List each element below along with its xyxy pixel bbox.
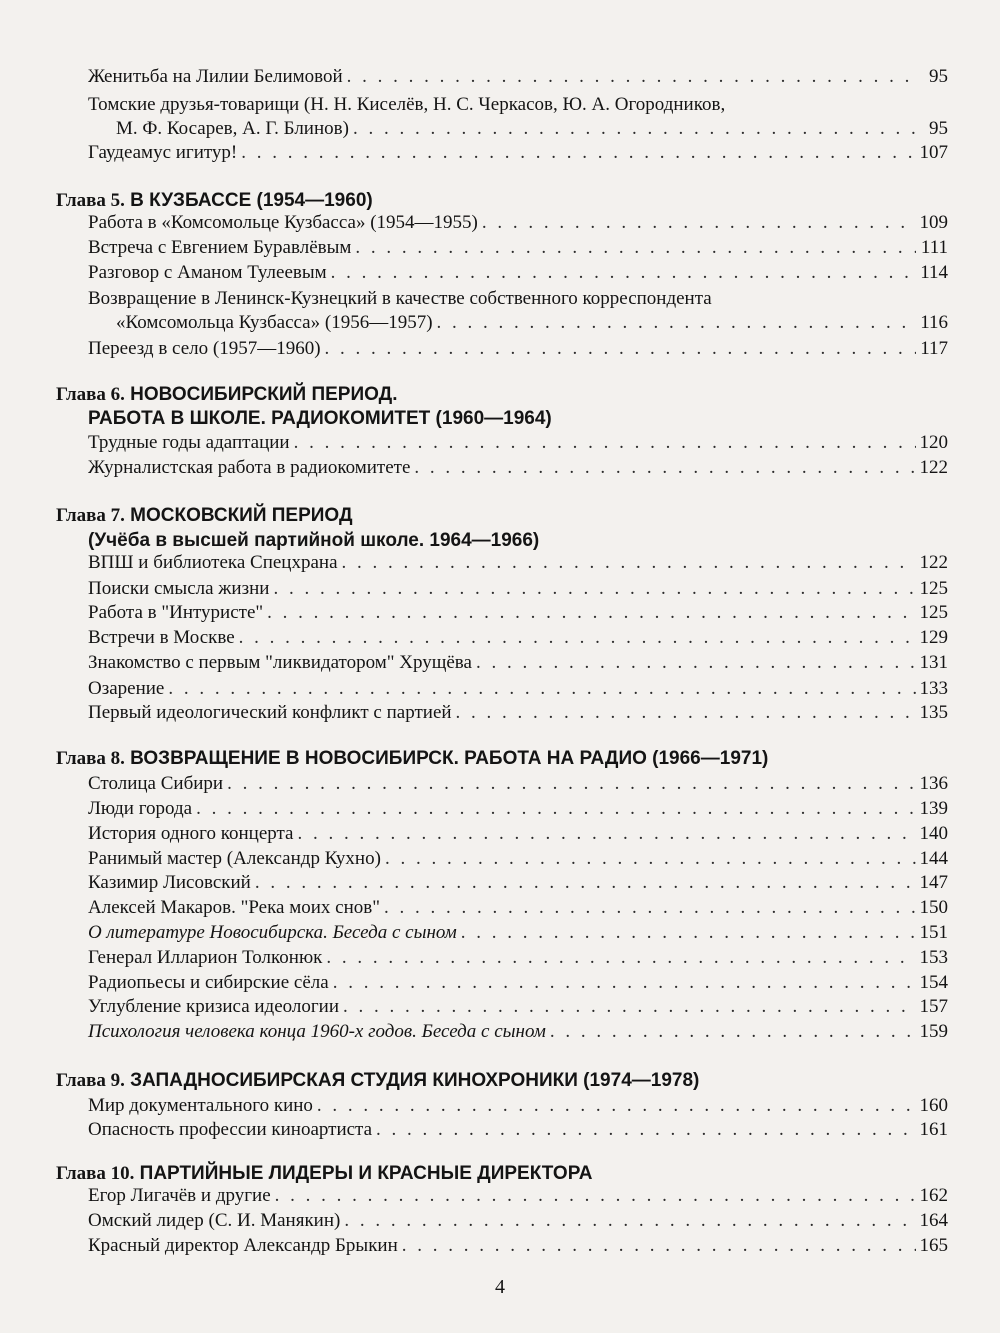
leader-dots xyxy=(241,140,915,166)
leader-dots xyxy=(294,430,916,456)
entry-page: 159 xyxy=(919,1021,948,1042)
leader-dots xyxy=(353,116,916,142)
leader-dots xyxy=(344,1208,915,1234)
leader-dots xyxy=(402,1233,916,1259)
chapter-subtitle: РАБОТА В ШКОЛЕ. РАДИОКОМИТЕТ (1960—1964) xyxy=(88,408,552,429)
leader-dots xyxy=(550,1019,916,1045)
leader-dots xyxy=(376,1117,915,1143)
entry-page: 154 xyxy=(919,972,948,993)
toc-entry xyxy=(88,600,948,626)
leader-dots xyxy=(385,846,916,872)
entry-page: 150 xyxy=(919,897,948,918)
leader-dots xyxy=(461,920,916,946)
entry-page: 111 xyxy=(920,237,948,258)
leader-dots xyxy=(343,994,915,1020)
entry-title: Работа в "Интуристе" xyxy=(88,602,264,623)
entry-page: 107 xyxy=(919,142,948,163)
entry-title: Омский лидер (С. И. Манякин) xyxy=(88,1210,341,1231)
entry-title: Разговор с Аманом Тулеевым xyxy=(88,262,327,283)
chapter-heading xyxy=(56,1070,960,1092)
toc-entry xyxy=(88,970,948,996)
entry-page: 140 xyxy=(919,823,948,844)
chapter-title: ЗАПАДНОСИБИРСКАЯ СТУДИЯ КИНОХРОНИКИ (1974—1978) xyxy=(130,1070,700,1091)
entry-page: 122 xyxy=(919,552,948,573)
toc-entry xyxy=(88,821,948,847)
entry-title: «Комсомольца Кузбасса» (1956—1957) xyxy=(116,312,433,333)
entry-title: Генерал Илларион Толконюк xyxy=(88,947,323,968)
leader-dots xyxy=(384,895,916,921)
toc-entry xyxy=(88,650,948,676)
entry-title: Алексей Макаров. "Река моих снов" xyxy=(88,897,380,918)
leader-dots xyxy=(196,796,915,822)
toc-entry xyxy=(88,895,948,921)
chapter-number: Глава 6. xyxy=(56,384,125,405)
entry-title: Первый идеологический конфликт с партией xyxy=(88,702,452,723)
entry-title: Поиски смысла жизни xyxy=(88,578,270,599)
entry-title: Опасность профессии киноартиста xyxy=(88,1119,373,1140)
entry-title: Озарение xyxy=(88,678,165,699)
entry-page: 165 xyxy=(919,1235,948,1256)
entry-title: Психология человека конца 1960-х годов. Беседа с сыном xyxy=(88,1021,546,1042)
entry-title: Томские друзья-товарищи (Н. Н. Киселёв, Н. С. Черкасов, Ю. А. Огородников, xyxy=(88,94,726,115)
entry-title: Красный директор Александр Брыкин xyxy=(88,1235,398,1256)
leader-dots xyxy=(239,625,916,651)
chapter-heading xyxy=(56,384,960,406)
entry-page: 116 xyxy=(920,312,948,333)
toc-entry xyxy=(88,676,948,702)
chapter-title: НОВОСИБИРСКИЙ ПЕРИОД. xyxy=(130,384,398,405)
toc-entry xyxy=(88,771,948,797)
entry-page: 144 xyxy=(919,848,948,869)
chapter-number: Глава 7. xyxy=(56,505,125,526)
toc-entry xyxy=(88,210,948,236)
chapter-title: ВОЗВРАЩЕНИЕ В НОВОСИБИРСК. РАБОТА НА РАДИО (1966—1971) xyxy=(130,748,769,769)
entry-page: 122 xyxy=(919,457,948,478)
toc-entry xyxy=(88,796,948,822)
entry-title: М. Ф. Косарев, А. Г. Блинов) xyxy=(116,118,349,139)
entry-title: Трудные годы адаптации xyxy=(88,432,290,453)
leader-dots xyxy=(227,771,915,797)
toc-entry-continuation xyxy=(116,116,948,142)
entry-title: Встречи в Москве xyxy=(88,627,235,648)
leader-dots xyxy=(333,970,916,996)
chapter-title: В КУЗБАССЕ (1954—1960) xyxy=(130,190,373,211)
leader-dots xyxy=(325,336,916,362)
chapter-heading xyxy=(56,748,960,770)
toc-entry xyxy=(88,430,948,456)
toc-entry xyxy=(88,920,948,946)
entry-page: 139 xyxy=(919,798,948,819)
leader-dots xyxy=(482,210,916,236)
leader-dots xyxy=(414,455,915,481)
chapter-number: Глава 10. xyxy=(56,1163,135,1184)
entry-page: 125 xyxy=(919,602,948,623)
entry-page: 157 xyxy=(919,996,948,1017)
leader-dots xyxy=(168,676,915,702)
entry-title: Столица Сибири xyxy=(88,773,224,794)
toc-entry xyxy=(88,625,948,651)
leader-dots xyxy=(342,550,916,576)
chapter-heading xyxy=(56,1163,960,1185)
leader-dots xyxy=(437,310,916,336)
toc-entry xyxy=(88,260,948,286)
leader-dots xyxy=(275,1183,916,1209)
entry-page: 131 xyxy=(919,652,948,673)
entry-title: Гаудеамус игитур! xyxy=(88,142,238,163)
entry-title: Радиопьесы и сибирские сёла xyxy=(88,972,329,993)
chapter-number: Глава 8. xyxy=(56,748,125,769)
toc-entry xyxy=(88,1019,948,1045)
toc-entry xyxy=(88,1093,948,1119)
entry-title: Женитьба на Лилии Белимовой xyxy=(88,66,343,87)
chapter-heading xyxy=(56,505,960,527)
leader-dots xyxy=(273,576,915,602)
page-number: 4 xyxy=(495,1276,505,1298)
toc-entry xyxy=(88,550,948,576)
toc-entry xyxy=(88,846,948,872)
entry-title: Казимир Лисовский xyxy=(88,872,251,893)
leader-dots xyxy=(476,650,916,676)
toc-entry xyxy=(88,1117,948,1143)
chapter-title: МОСКОВСКИЙ ПЕРИОД xyxy=(130,505,353,526)
entry-title: Переезд в село (1957—1960) xyxy=(88,338,321,359)
chapter-heading xyxy=(56,190,960,212)
entry-title: Возвращение в Ленинск-Кузнецкий в качестве собственного корреспондента xyxy=(88,288,712,309)
toc-entry xyxy=(88,92,908,118)
entry-page: 160 xyxy=(919,1095,948,1116)
toc-entry xyxy=(88,700,948,726)
entry-page: 125 xyxy=(919,578,948,599)
entry-title: Работа в «Комсомольце Кузбасса» (1954—1955) xyxy=(88,212,478,233)
entry-page: 135 xyxy=(919,702,948,723)
entry-page: 151 xyxy=(919,922,948,943)
entry-page: 133 xyxy=(919,678,948,699)
entry-page: 153 xyxy=(919,947,948,968)
entry-page: 109 xyxy=(919,212,948,233)
entry-page: 95 xyxy=(929,118,948,139)
entry-title: О литературе Новосибирска. Беседа с сыном xyxy=(88,922,457,943)
entry-title: Ранимый мастер (Александр Кухно) xyxy=(88,848,381,869)
toc-entry xyxy=(88,994,948,1020)
leader-dots xyxy=(317,1093,916,1119)
toc-entry xyxy=(88,1233,948,1259)
toc-entry xyxy=(88,140,948,166)
entry-title: Люди города xyxy=(88,798,193,819)
entry-page: 136 xyxy=(919,773,948,794)
entry-page: 114 xyxy=(920,262,948,283)
leader-dots xyxy=(456,700,916,726)
chapter-title: ПАРТИЙНЫЕ ЛИДЕРЫ И КРАСНЫЕ ДИРЕКТОРА xyxy=(139,1163,593,1184)
entry-title: Углубление кризиса идеологии xyxy=(88,996,340,1017)
entry-title: История одного концерта xyxy=(88,823,294,844)
entry-title: Встреча с Евгением Буравлёвым xyxy=(88,237,352,258)
toc-entry xyxy=(88,576,948,602)
toc-entry xyxy=(88,235,948,261)
toc-entry xyxy=(88,870,948,896)
entry-title: ВПШ и библиотека Спецхрана xyxy=(88,552,338,573)
toc-entry xyxy=(88,945,948,971)
leader-dots xyxy=(331,260,916,286)
chapter-number: Глава 5. xyxy=(56,190,125,211)
toc-entry xyxy=(88,455,948,481)
chapter-number: Глава 9. xyxy=(56,1070,125,1091)
toc-entry xyxy=(88,1208,948,1234)
entry-page: 161 xyxy=(919,1119,948,1140)
entry-title: Егор Лигачёв и другие xyxy=(88,1185,271,1206)
entry-page: 120 xyxy=(919,432,948,453)
leader-dots xyxy=(255,870,916,896)
leader-dots xyxy=(297,821,915,847)
toc-entry-continuation xyxy=(116,310,948,336)
leader-dots xyxy=(347,64,916,90)
entry-page: 164 xyxy=(919,1210,948,1231)
toc-entry xyxy=(88,64,948,90)
leader-dots xyxy=(326,945,915,971)
toc-entry xyxy=(88,336,948,362)
entry-page: 129 xyxy=(919,627,948,648)
entry-page: 162 xyxy=(919,1185,948,1206)
leader-dots xyxy=(267,600,915,626)
entry-page: 147 xyxy=(919,872,948,893)
chapter-subtitle: (Учёба в высшей партийной школе. 1964—1966) xyxy=(88,530,540,551)
leader-dots xyxy=(355,235,916,261)
entry-title: Мир документального кино xyxy=(88,1095,313,1116)
entry-page: 117 xyxy=(920,338,948,359)
entry-page: 95 xyxy=(929,66,948,87)
entry-title: Знакомство с первым "ликвидатором" Хрущёва xyxy=(88,652,472,673)
toc-entry xyxy=(88,1183,948,1209)
toc-entry xyxy=(88,286,908,312)
entry-title: Журналистская работа в радиокомитете xyxy=(88,457,411,478)
